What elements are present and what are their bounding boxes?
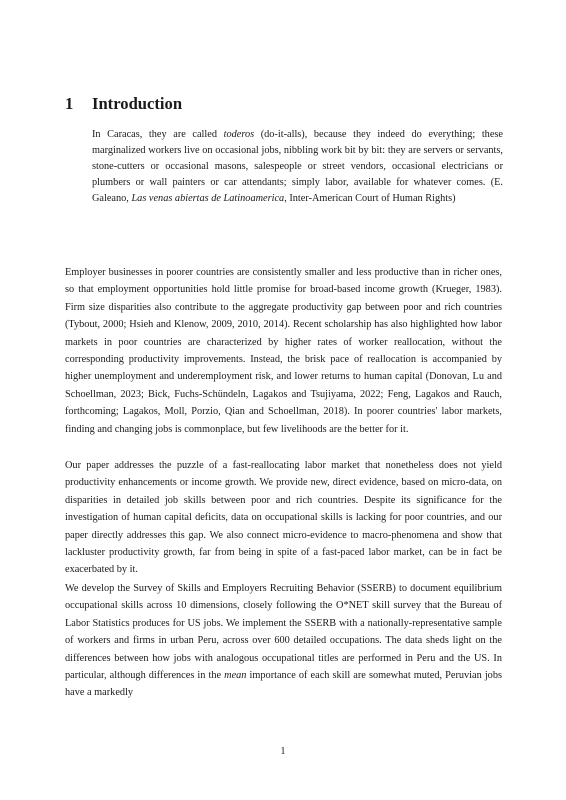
page-number: 1 — [280, 746, 286, 757]
epigraph-term: toderos — [223, 129, 255, 140]
epigraph-text-1: In Caracas, they are called — [92, 129, 224, 140]
epigraph-text-3: , Inter-American Court of Human Rights) — [284, 193, 456, 204]
epigraph-source-title: Las venas abiertas de Latinoamerica — [131, 193, 285, 204]
section-number: 1 — [65, 94, 74, 113]
epigraph-text-2: (do-it-alls), because they indeed do everything; these marginalized workers live on occasional jobs, nibbling work bit by bit: they are servers or servants, stone-cutters or occasional masons, salespeople or street vendors, occasional electricians or plumbers or wall painters or car attendants; simply labor, available for whatever comes. (E. Galeano, — [92, 129, 503, 204]
paragraph-3 — [65, 580, 502, 702]
paragraph-1: Employer businesses in poorer countries are consistently smaller and less productive than in richer ones, so that employment opportunities hold little promise for broad-based income growth (Krueger, 1983). Firm size disparities also contribute to the aggregate productivity gap between poor and rich countries (Tybout, 2000; Hsieh and Klenow, 2009, 2010, 2014). Recent scholarship has also highlighted how labor markets in poor countries are characterized by higher rates of worker reallocation, without the corresponding productivity improvements. Instead, the brisk pace of reallocation is accompanied by higher unemployment and underemployment risk, and lower returns to human capital (Donovan, Lu and Schoellman, 2023; Bick, Fuchs-Schündeln, Lagakos and Tsujiyama, 2022; Feng, Lagakos and Rauch, forthcoming; Lagakos, Moll, Porzio, Qian and Schoellman, 2018). In poorer countries' labor markets, finding and changing jobs is commonplace, but few livelihoods are the better for it. — [65, 267, 502, 435]
section-heading — [65, 94, 182, 114]
paragraph-3-emphasis: mean — [224, 670, 247, 682]
epigraph-quote — [92, 127, 503, 207]
paragraph-2: Our paper addresses the puzzle of a fast-reallocating labor market that nonetheless does not yield productivity enhancements or income growth. We provide new, direct evidence, based on micro-data, on disparities in detailed job skills between poor and rich countries. Despite its significance for the investigation of human capital deficits, data on occupational skills is lacking for poor countries, and our paper directly addresses this gap. We also connect micro-evidence to macro-phenomena and show that lackluster productivity growth, far from being in spite of a fast-paced labor market, can be in fact be exacerbated by it. — [65, 460, 502, 576]
paragraph-3-text-a: We develop the Survey of Skills and Employers Recruiting Behavior (SSERB) to document equilibrium occupational skills across 10 dimensions, closely following the O*NET skill survey that the Bureau of Labor Statistics produces for US jobs. We implement the SSERB with a nationally-representative sample of workers and firms in urban Peru, across over 600 detailed occupations. The data sheds light on the differences between how jobs with analogous occupational titles are performed in Peru and the US. In particular, although differences in the — [65, 583, 502, 682]
paragraph-3-text-b: importance of each skill are somewhat muted, Peruvian jobs have a markedly — [65, 670, 502, 699]
section-title: Introduction — [92, 94, 183, 113]
